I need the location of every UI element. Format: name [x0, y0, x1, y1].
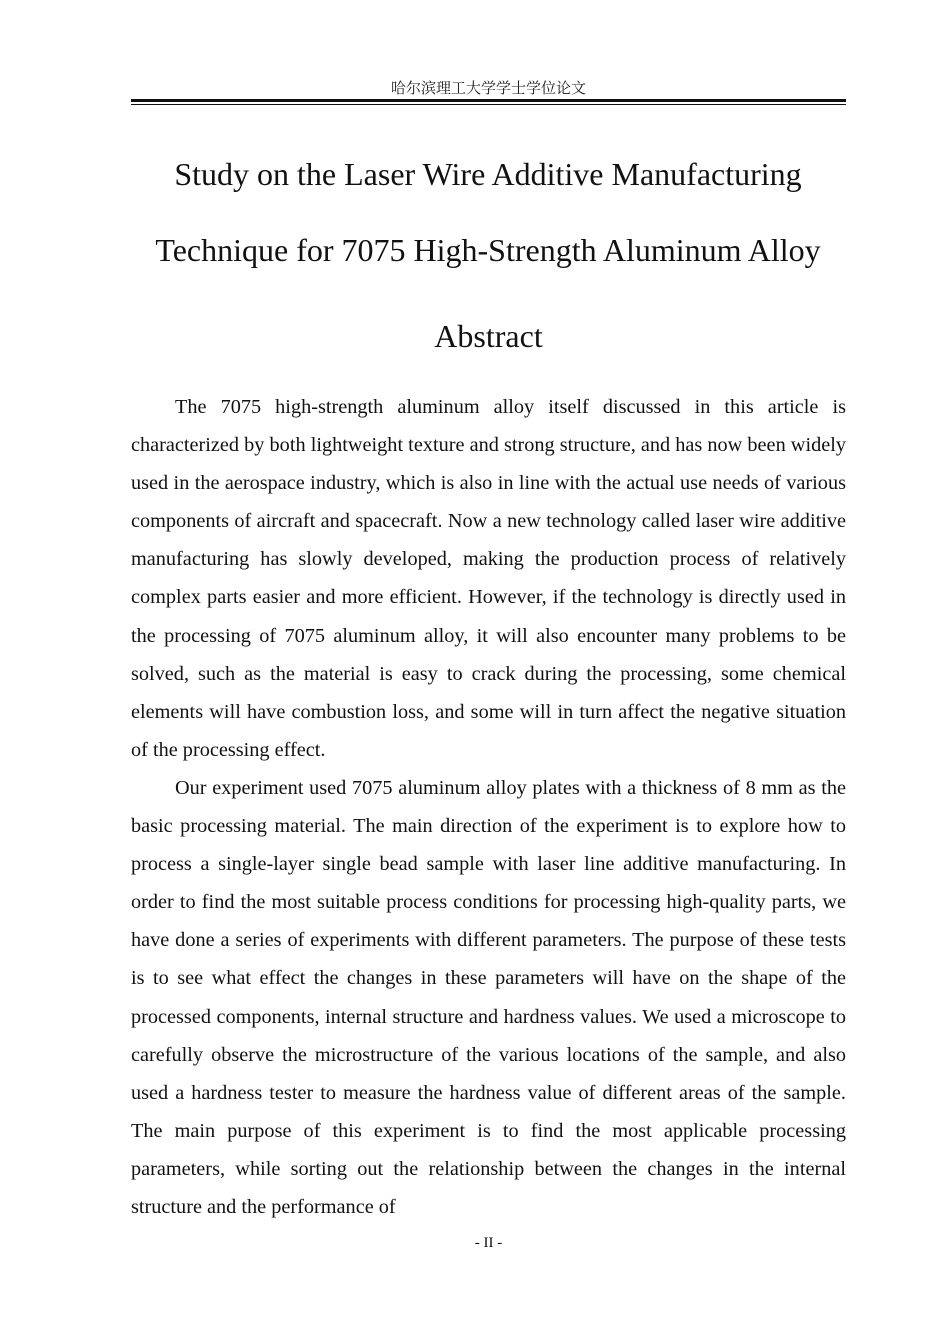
thesis-title-line-2: Technique for 7075 High-Strength Aluminum Alloy: [155, 232, 821, 268]
header-rule-thin: [131, 104, 846, 105]
abstract-paragraph-2: Our experiment used 7075 aluminum alloy plates with a thickness of 8 mm as the basic processing material. The main direction of the experiment is to explore how to process a single-layer single bead sample with laser line additive manufacturing. In order to find the most suitable process conditions for processing high-quality parts, we have done a series of experiments with different parameters. The purpose of these tests is to see what effect the changes in these parameters will have on the shape of the processed components, internal structure and hardness values. We used a microscope to carefully observe the microstructure of the various locations of the sample, and also used a hardness tester to measure the hardness value of different areas of the sample. The main purpose of this experiment is to find the most applicable processing parameters, while sorting out the relationship between the changes in the internal structure and the performance of: [131, 776, 846, 1218]
page-number: - II -: [474, 1235, 503, 1251]
abstract-paragraph-1: The 7075 high-strength aluminum alloy itself discussed in this article is characterized by both lightweight texture and strong structure, and has now been widely used in the aerospace industry, which is also in line with the actual use needs of various components of aircraft and spacecraft. Now a new technology called laser wire additive manufacturing has slowly developed, making the production process of relatively complex parts easier and more efficient. However, if the technology is directly used in the processing of 7075 aluminum alloy, it will also encounter many problems to be solved, such as the material is easy to crack during the processing, some chemical elements will have combustion loss, and some will in turn affect the negative situation of the processing effect.: [131, 396, 846, 761]
abstract-body: [131, 388, 846, 1226]
abstract-heading: Abstract: [434, 318, 543, 354]
header-rule-thick: [131, 99, 846, 102]
running-header: 哈尔滨理工大学学士学位论文: [390, 79, 586, 97]
thesis-title-line-1: Study on the Laser Wire Additive Manufacturing: [174, 156, 802, 192]
